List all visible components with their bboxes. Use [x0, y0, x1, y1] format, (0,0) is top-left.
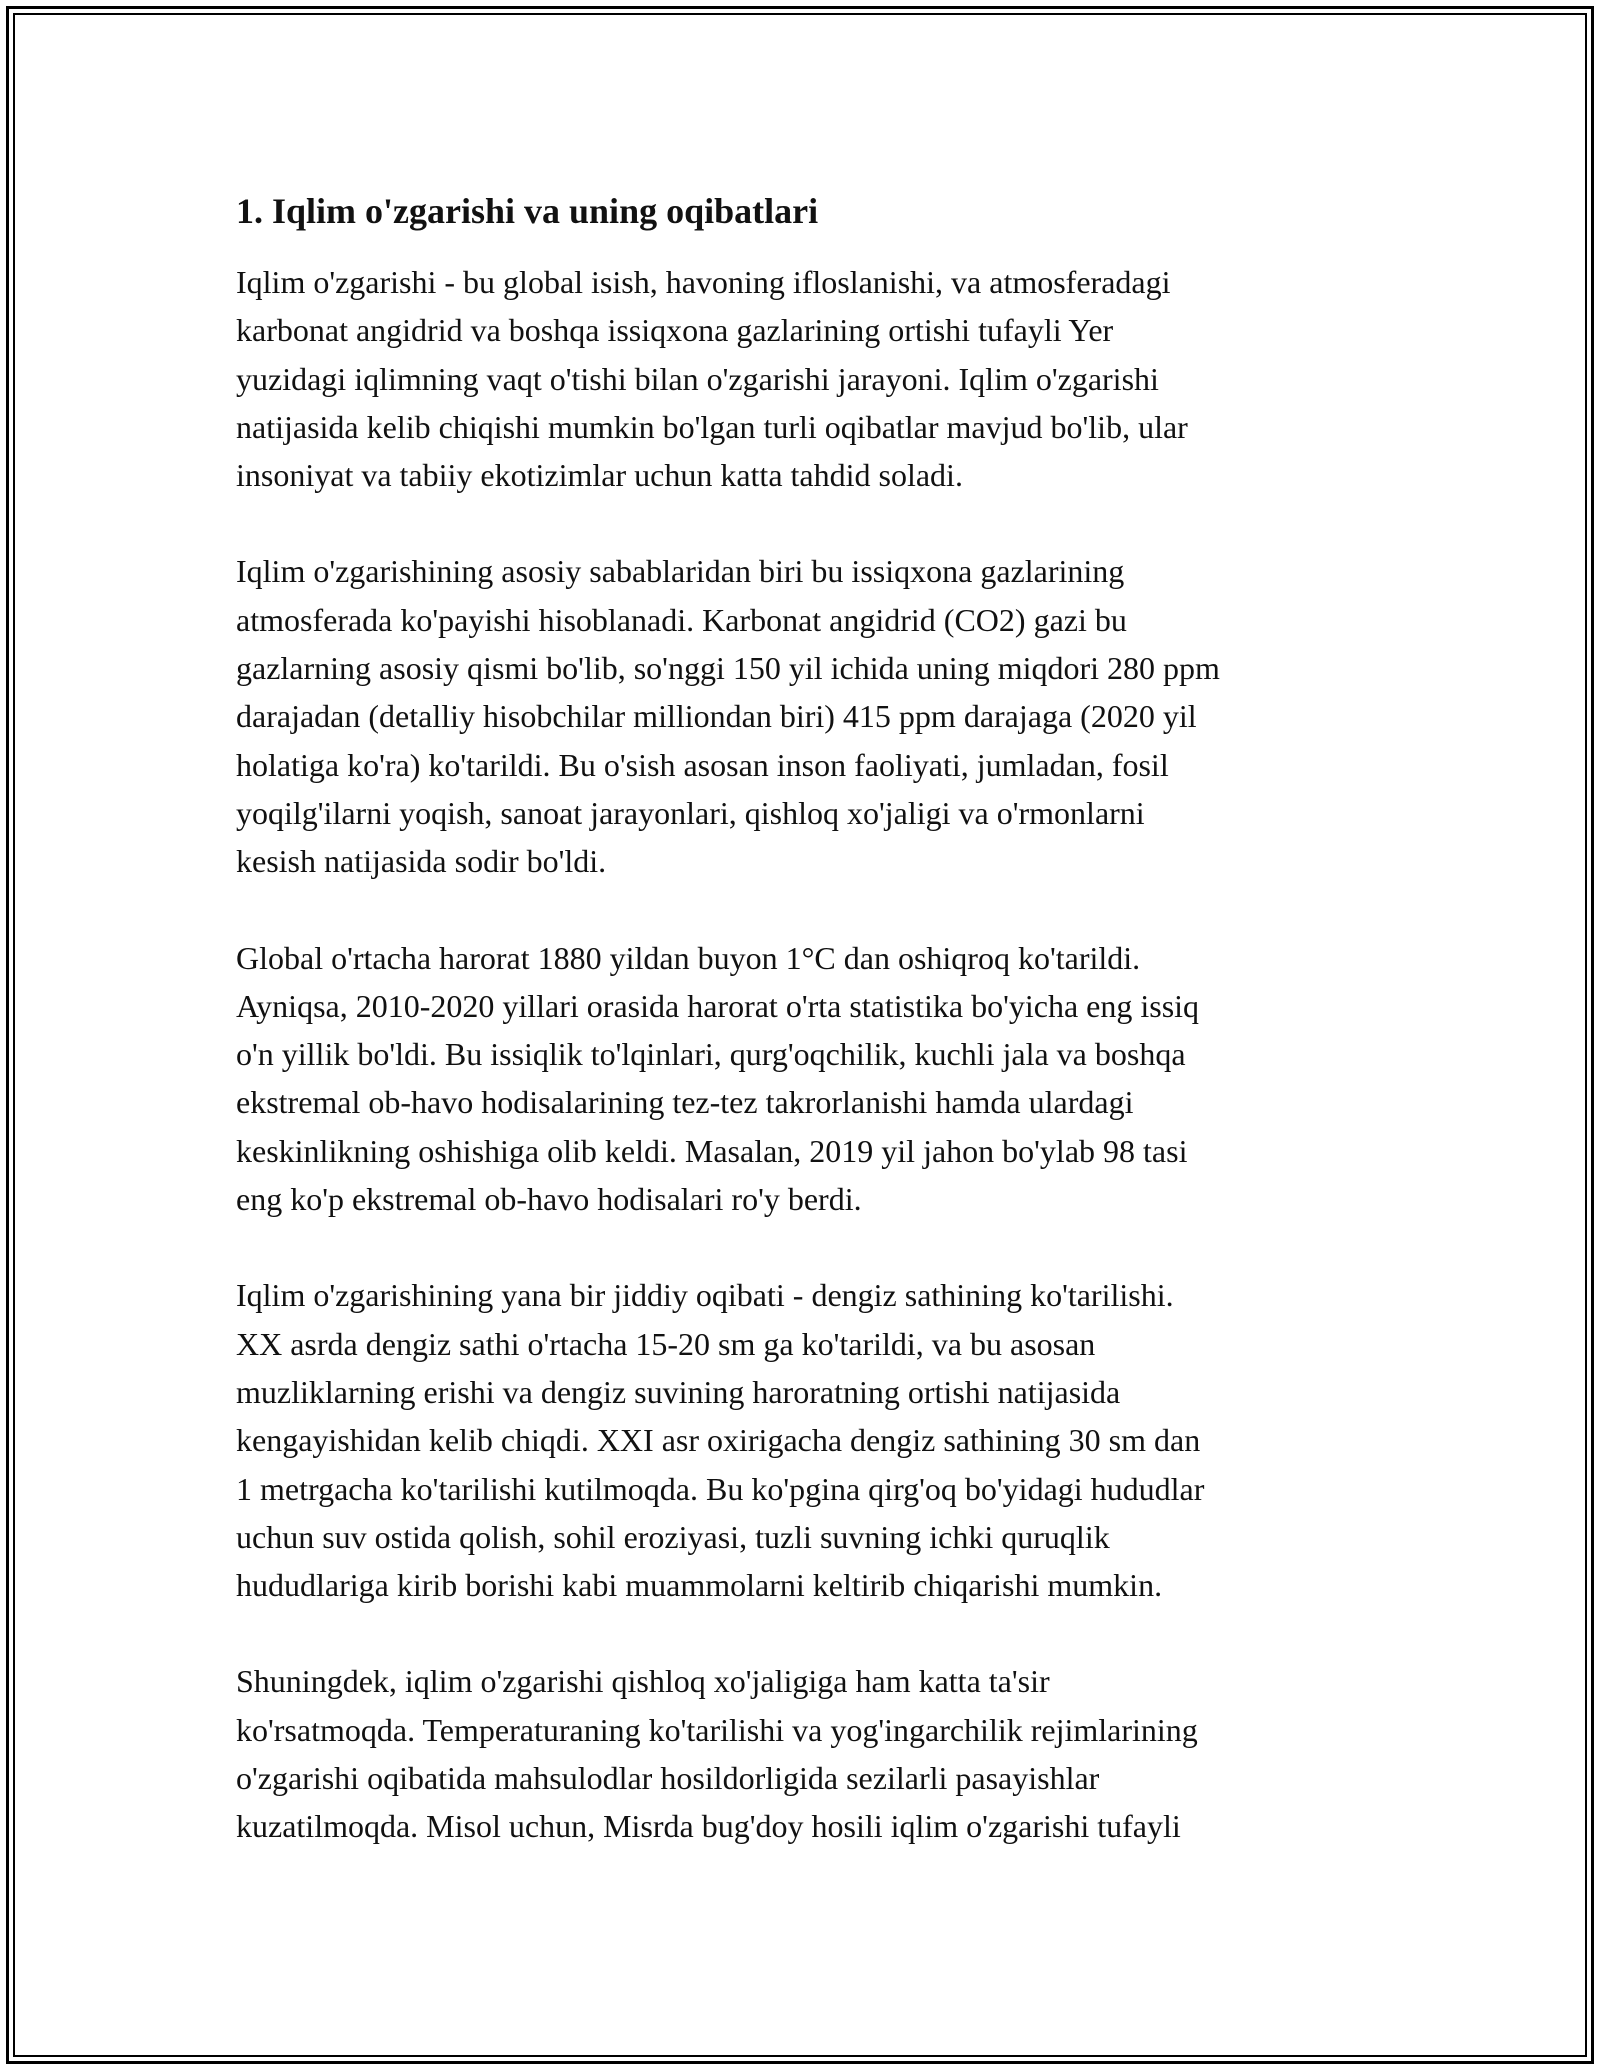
- text-line: yoqilg'ilarni yoqish, sanoat jarayonlari, qishloq xo'jaligi va o'rmonlarni: [236, 794, 1145, 831]
- text-line: ekstremal ob-havo hodisalarining tez-tez takrorlanishi hamda ulardagi: [236, 1084, 1134, 1121]
- text-line: kengayishidan kelib chiqdi. XXI asr oxirigacha dengiz sathining 30 sm dan: [236, 1422, 1201, 1459]
- paragraph-1: [236, 258, 1376, 499]
- text-line: kesish natijasida sodir bo'ldi.: [236, 843, 607, 880]
- text-line: darajadan (detalliy hisobchilar milliondan biri) 415 ppm darajaga (2020 yil: [236, 698, 1197, 735]
- document-content: [236, 186, 1376, 1899]
- text-line: 1 metrgacha ko'tarilishi kutilmoqda. Bu ko'pgina qirg'oq bo'yidagi hududlar: [236, 1470, 1205, 1507]
- text-line: o'zgarishi oqibatida mahsulodlar hosildorligida sezilarli pasayishlar: [236, 1760, 1100, 1797]
- text-line: kuzatilmoqda. Misol uchun, Misrda bug'doy hosili iqlim o'zgarishi tufayli: [236, 1808, 1181, 1845]
- text-line: o'n yillik bo'ldi. Bu issiqlik to'lqinlari, qurg'oqchilik, kuchli jala va boshqa: [236, 1036, 1186, 1073]
- paragraph-2: [236, 547, 1376, 885]
- paragraph-3: [236, 934, 1376, 1224]
- text-line: holatiga ko'ra) ko'tarildi. Bu o'sish asosan inson faoliyati, jumladan, fosil: [236, 746, 1169, 783]
- text-line: natijasida kelib chiqishi mumkin bo'lgan turli oqibatlar mavjud bo'lib, ular: [236, 408, 1188, 445]
- paragraph-5: [236, 1657, 1376, 1850]
- text-line: Iqlim o'zgarishi - bu global isish, havoning ifloslanishi, va atmosferadagi: [236, 264, 1171, 300]
- text-line: gazlarning asosiy qismi bo'lib, so'nggi 150 yil ichida uning miqdori 280 ppm: [236, 650, 1220, 687]
- text-line: eng ko'p ekstremal ob-havo hodisalari ro'y berdi.: [236, 1181, 862, 1218]
- text-line: Iqlim o'zgarishining asosiy sabablaridan biri bu issiqxona gazlarining: [236, 553, 1125, 590]
- text-line: atmosferada ko'payishi hisoblanadi. Karbonat angidrid (CO2) gazi bu: [236, 601, 1127, 638]
- text-line: Shuningdek, iqlim o'zgarishi qishloq xo'jaligiga ham katta ta'sir: [236, 1663, 1050, 1700]
- text-line: Iqlim o'zgarishining yana bir jiddiy oqibati - dengiz sathining ko'tarilishi.: [236, 1277, 1174, 1314]
- text-line: hududlariga kirib borishi kabi muammolarni keltirib chiqarishi mumkin.: [236, 1567, 1163, 1604]
- text-line: insoniyat va tabiiy ekotizimlar uchun katta tahdid soladi.: [236, 457, 963, 494]
- text-line: muzliklarning erishi va dengiz suvining haroratning ortishi natijasida: [236, 1373, 1121, 1410]
- text-line: yuzidagi iqlimning vaqt o'tishi bilan o'zgarishi jarayoni. Iqlim o'zgarishi: [236, 360, 1159, 397]
- text-line: Global o'rtacha harorat 1880 yildan buyon 1°C dan oshiqroq ko'tarildi.: [236, 939, 1141, 976]
- text-line: uchun suv ostida qolish, sohil eroziyasi, tuzli suvning ichki quruqlik: [236, 1518, 1110, 1555]
- section-heading: 1. Iqlim o'zgarishi va uning oqibatlari: [236, 191, 819, 231]
- text-line: keskinlikning oshishiga olib keldi. Masalan, 2019 yil jahon bo'ylab 98 tasi: [236, 1132, 1188, 1169]
- text-line: karbonat angidrid va boshqa issiqxona gazlarining ortishi tufayli Yer: [236, 312, 1114, 349]
- text-line: Ayniqsa, 2010-2020 yillari orasida harorat o'rta statistika bo'yicha eng issiq: [236, 987, 1200, 1024]
- paragraph-4: [236, 1271, 1376, 1609]
- text-line: ko'rsatmoqda. Temperaturaning ko'tarilishi va yog'ingarchilik rejimlarining: [236, 1711, 1198, 1748]
- text-line: XX asrda dengiz sathi o'rtacha 15-20 sm ga ko'tarildi, va bu asosan: [236, 1325, 1096, 1362]
